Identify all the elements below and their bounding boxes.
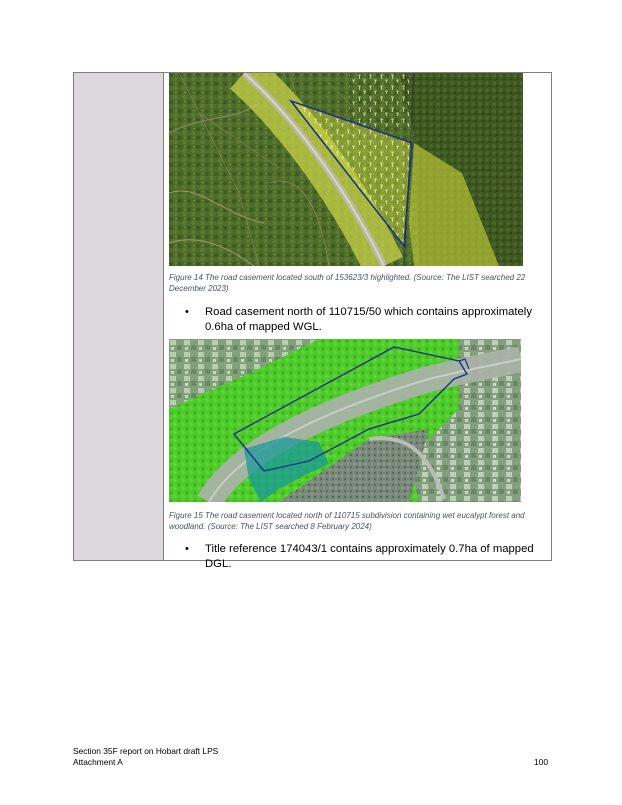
- bullet-text: Road casement north of 110715/50 which contains approximately 0.6ha of mapped WGL.: [205, 306, 532, 333]
- figure-15-aerial-image: [169, 339, 521, 502]
- footer-attachment-label: Attachment A: [73, 757, 123, 767]
- page-number: 100: [534, 757, 548, 767]
- content-table: [73, 72, 552, 570]
- figure-15-caption: Figure 15 The road casement located north of 110715 subdivision containing wet eucalypt forest and woodland. (Source: The LIST searched 8 February 2024): [169, 511, 525, 531]
- bullet-item-title-reference: [186, 542, 551, 572]
- figure-14-map: [169, 73, 523, 266]
- figure-15-map: [169, 339, 521, 502]
- bullet-icon: •: [185, 306, 189, 318]
- figure-14-aerial-image: [169, 73, 523, 266]
- bullet-text: Title reference 174043/1 contains approximately 0.7ha of mapped DGL.: [205, 543, 534, 570]
- page-footer: [73, 746, 551, 768]
- bullet-icon: •: [185, 543, 189, 555]
- table-left-column: [74, 73, 164, 560]
- figure-14-caption: Figure 14 The road casement located south of 153623/3 highlighted. (Source: The LIST searched 22 December 2023): [169, 273, 526, 293]
- bullet-item-road-casement: [186, 305, 551, 335]
- footer-report-title: Section 35F report on Hobart draft LPS: [73, 746, 219, 756]
